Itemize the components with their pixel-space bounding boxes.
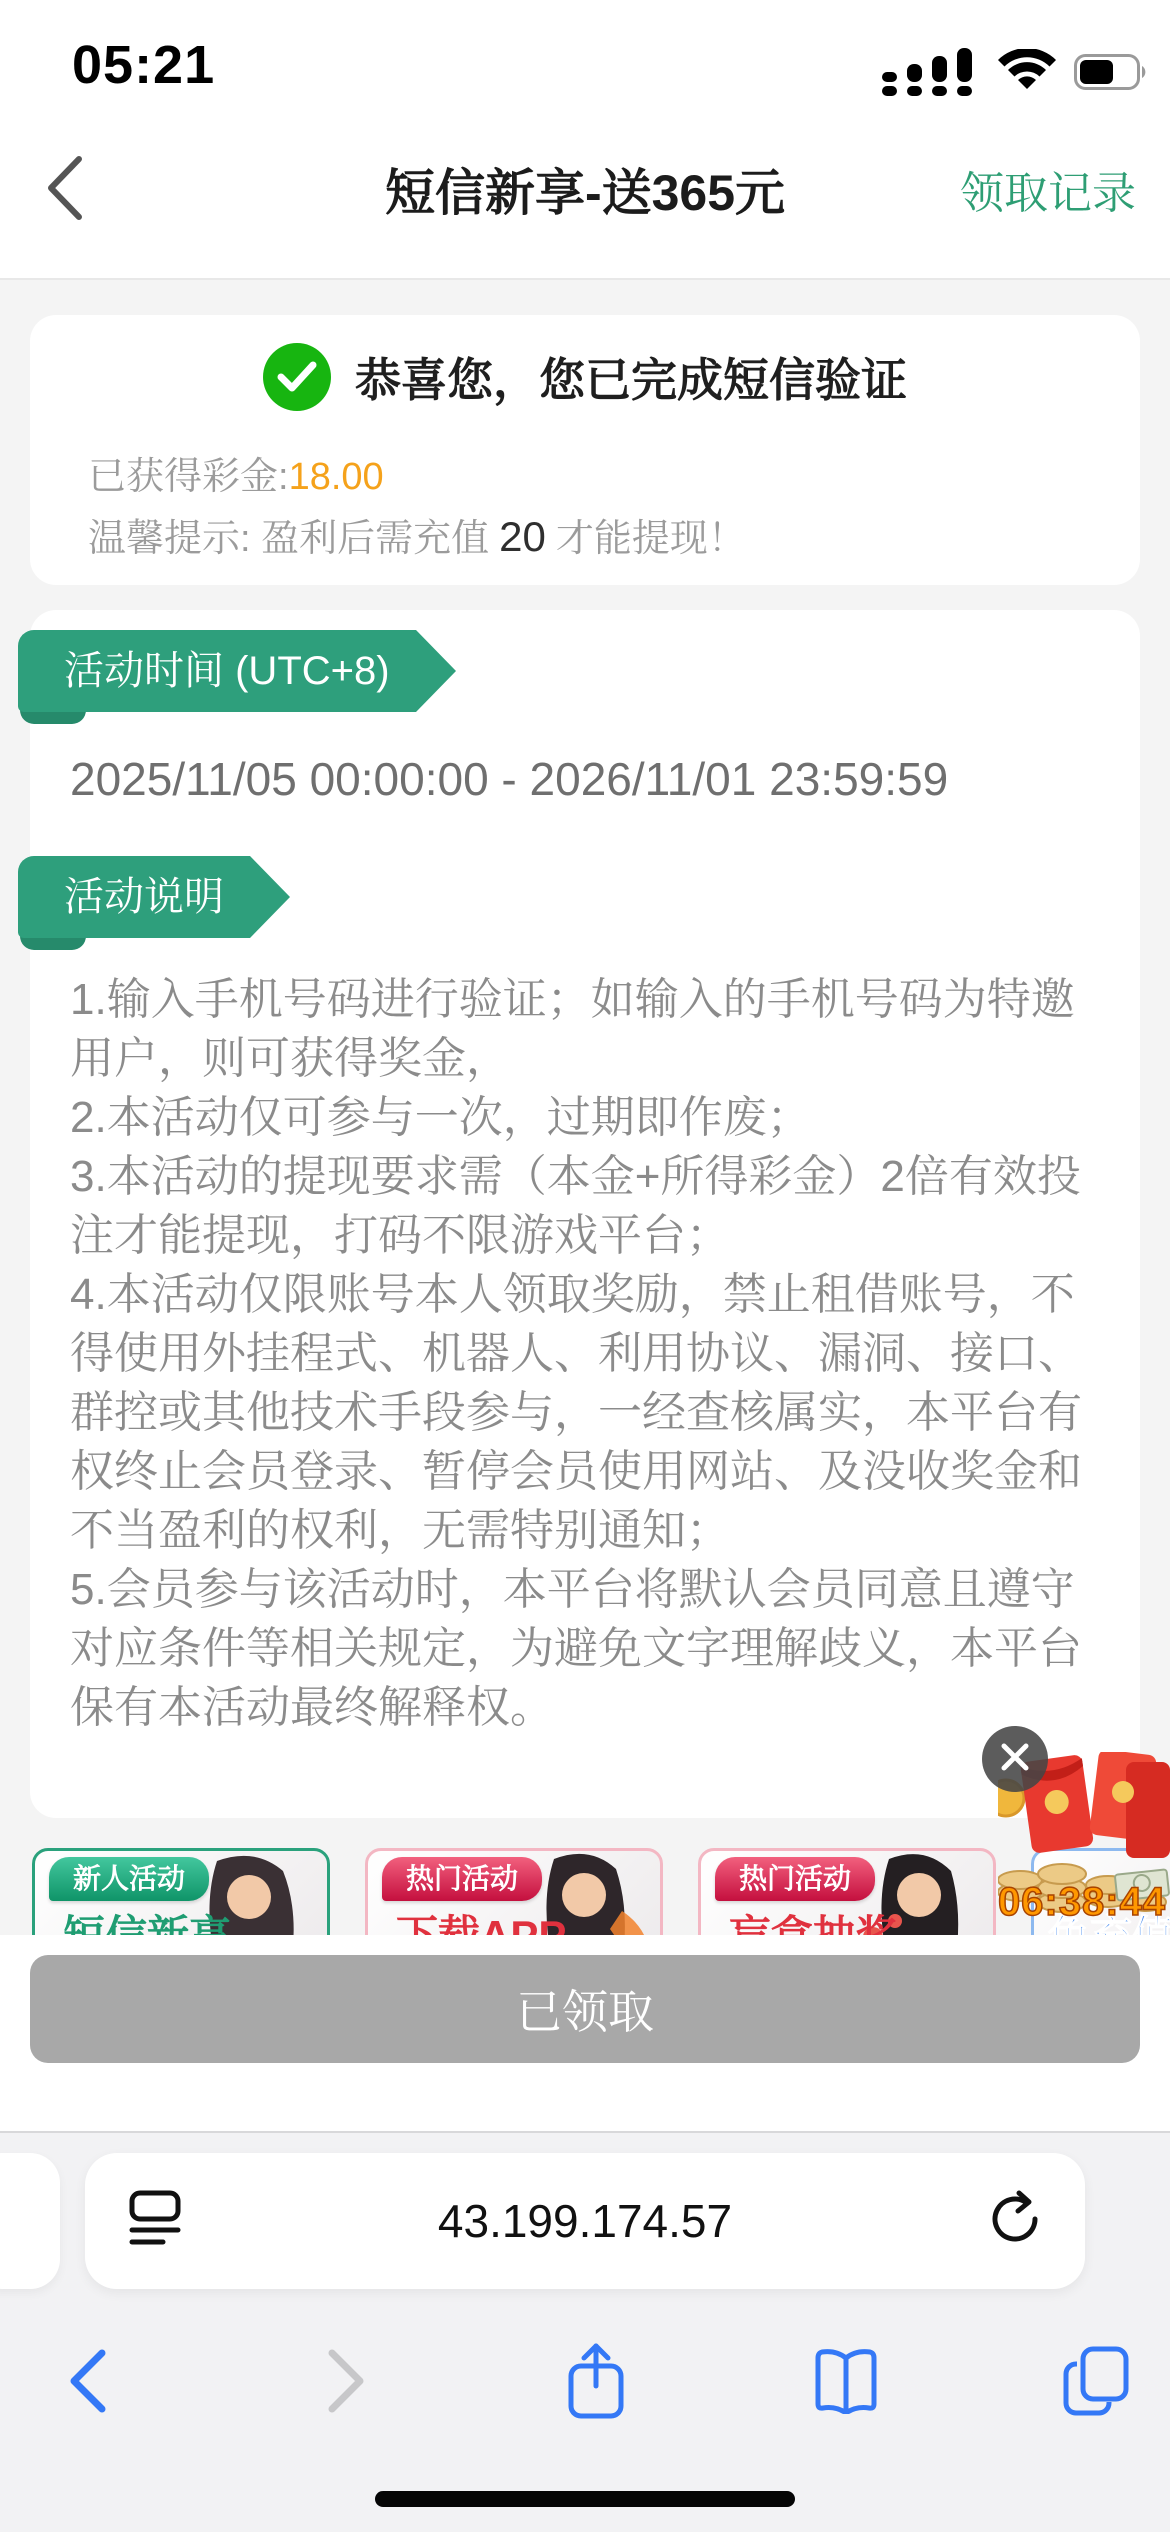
tabs-button[interactable]: [1036, 2333, 1156, 2433]
bonus-amount: 18.00: [288, 456, 384, 498]
claim-records-link[interactable]: 领取记录: [960, 169, 1136, 218]
reload-icon: [989, 2189, 1045, 2254]
share-icon: [566, 2342, 626, 2425]
url-text: 43.199.174.57: [437, 2195, 733, 2247]
activity-rules: [70, 970, 1100, 1737]
promo-tag: 新人活动: [49, 1857, 209, 1901]
share-button[interactable]: [536, 2333, 656, 2433]
browser-forward-button[interactable]: [286, 2333, 406, 2433]
promo-tag: 热门活动: [382, 1857, 542, 1901]
bookmarks-button[interactable]: [786, 2333, 906, 2433]
address-bar[interactable]: [85, 2153, 1085, 2289]
tip-amount: 20: [499, 513, 546, 560]
status-bar: [0, 0, 1170, 100]
book-icon: [811, 2348, 881, 2419]
battery-icon: [1074, 54, 1148, 95]
home-indicator[interactable]: [375, 2491, 795, 2507]
rule-item: 2.本活动仅可参与一次，过期即作废；: [70, 1093, 811, 1142]
bottom-action-sheet: [0, 1935, 1170, 2131]
nav-header: [0, 100, 1170, 280]
chevron-right-icon: [326, 2348, 366, 2419]
status-time: 05:21: [72, 35, 216, 95]
chevron-left-icon: [68, 2348, 108, 2419]
rule-item: 5.会员参与该活动时，本平台将默认会员同意且遵守对应条件等相关规定，为避免文字理解歧义，本平台保有本活动最终解释权。: [70, 1565, 1082, 1732]
claimed-button[interactable]: 已领取: [30, 1955, 1140, 2063]
bonus-line: [88, 445, 384, 500]
close-widget-button[interactable]: [982, 1726, 1048, 1792]
activity-time-ribbon: 活动时间 (UTC+8): [18, 630, 416, 712]
status-icons: [880, 48, 1148, 101]
rule-item: 4.本活动仅限账号本人领取奖励，禁止租借账号，不得使用外挂程式、机器人、利用协议、漏洞、接口、群控或其他技术手段参与，一经查核属实，本平台有权终止会员登录、暂停会员使用网站、及没收奖金和不当盈利的权利，无需特别通知；: [70, 1270, 1082, 1555]
tip-prefix: 温馨提示: 盈利后需充值: [88, 518, 490, 560]
congrats-text: 恭喜您，您已完成短信验证: [355, 354, 907, 406]
bonus-label: 已获得彩金:: [88, 456, 289, 498]
adjacent-tab-peek[interactable]: [0, 2153, 60, 2289]
activity-details-card: [30, 610, 1140, 1818]
safari-bottom-chrome: [0, 2131, 1170, 2532]
tip-suffix: 才能提现！: [555, 518, 746, 560]
tabs-icon: [1063, 2346, 1129, 2421]
activity-time-range: 2025/11/05 00:00:00 - 2026/11/01 23:59:59: [70, 753, 949, 805]
rule-item: 3.本活动的提现要求需（本金+所得彩金）2倍有效投注才能提现，打码不限游戏平台；: [70, 1152, 1081, 1260]
tip-line: [88, 507, 746, 562]
countdown-timer: 06:38:44: [997, 1880, 1167, 1924]
browser-back-button[interactable]: [28, 2333, 148, 2433]
wifi-icon: [996, 49, 1058, 100]
success-check-icon: [263, 343, 331, 411]
cellular-signal-icon: [880, 48, 980, 101]
promo-tag: 热门活动: [715, 1857, 875, 1901]
sms-verify-result-card: [30, 315, 1140, 585]
close-icon: [1000, 1742, 1030, 1777]
congrats-row: [30, 343, 1140, 411]
reload-button[interactable]: [989, 2153, 1045, 2289]
rule-item: 1.输入手机号码进行验证；如输入的手机号码为特邀用户，则可获得奖金，: [70, 975, 1075, 1083]
activity-rules-ribbon: 活动说明: [18, 856, 250, 938]
page-title: 短信新享-送365元: [384, 165, 786, 221]
